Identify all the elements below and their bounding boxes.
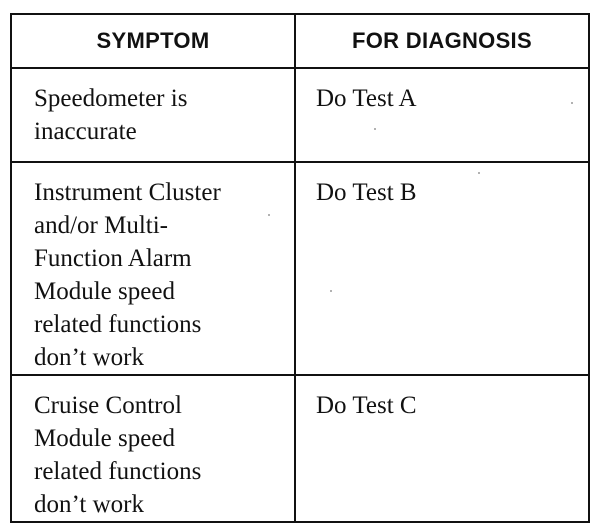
symptom-text: Cruise Control Module speed related functions don’t work	[34, 392, 202, 518]
scan-speck	[478, 172, 480, 174]
symptom-cell	[11, 375, 295, 522]
table-row	[11, 162, 589, 375]
diagnosis-text: Do Test C	[316, 392, 417, 419]
scan-speck	[374, 128, 376, 130]
table-row	[11, 68, 589, 162]
symptom-text: Instrument Cluster and/or Multi- Function Alarm Module speed related functions don’t work	[34, 179, 221, 371]
scan-speck	[330, 290, 332, 292]
symptom-cell	[11, 162, 295, 375]
scan-speck	[268, 214, 270, 216]
diagnosis-cell	[295, 162, 589, 375]
symptom-text: Speedometer is inaccurate	[34, 85, 188, 145]
symptom-cell	[11, 68, 295, 162]
diagnosis-text: Do Test A	[316, 85, 417, 112]
diagnosis-table	[10, 13, 590, 523]
diagnosis-header: FOR DIAGNOSIS	[295, 14, 589, 68]
header-row	[11, 14, 589, 68]
symptom-header: SYMPTOM	[11, 14, 295, 68]
diagnosis-cell	[295, 375, 589, 522]
diagnosis-cell	[295, 68, 589, 162]
diagnosis-text: Do Test B	[316, 179, 417, 206]
table-row	[11, 375, 589, 522]
scan-speck	[571, 102, 573, 104]
